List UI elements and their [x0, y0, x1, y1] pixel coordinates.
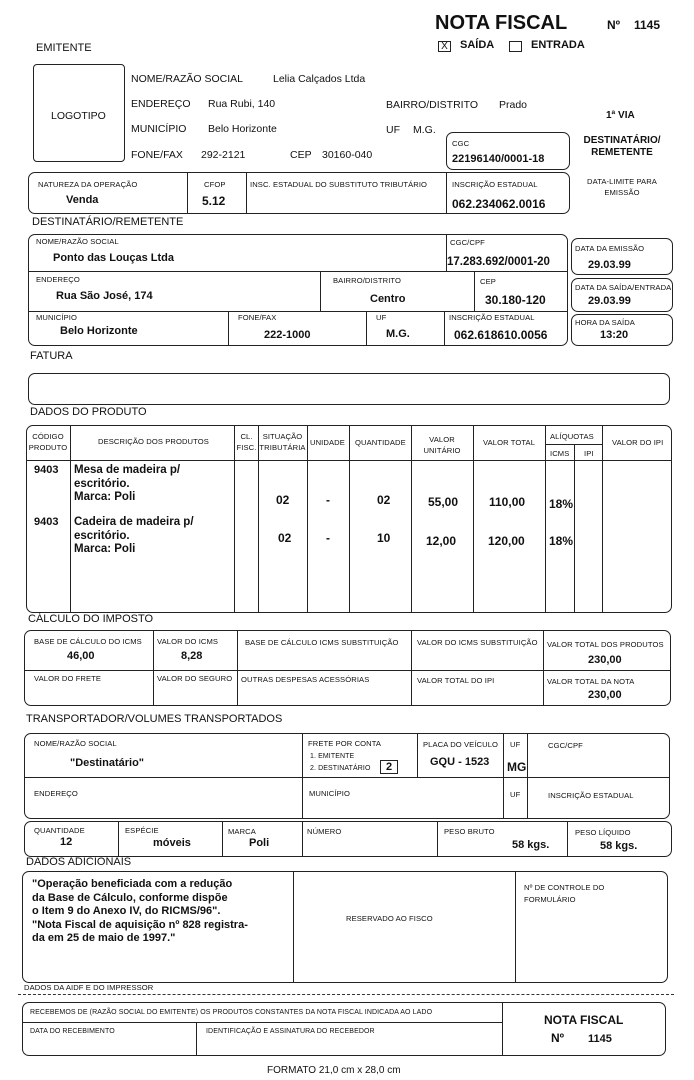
dest-bairro-label: BAIRRO/DISTRITO: [333, 276, 402, 285]
natureza-value: Venda: [66, 194, 99, 206]
transp-endereco-label: ENDEREÇO: [34, 789, 78, 798]
dest-fone-label: FONE/FAX: [238, 313, 277, 322]
valor-icms-value: 8,28: [181, 650, 203, 662]
seguro-label: VALOR DO SEGURO: [157, 674, 233, 683]
emitente-insc: 062.234062.0016: [452, 197, 546, 211]
cfop-value: 5.12: [202, 194, 226, 208]
item-quantidade: 02: [377, 493, 391, 507]
item-quantidade: 10: [377, 531, 391, 545]
item-unidade: -: [326, 493, 330, 507]
h-aliquotas: ALÍQUOTAS: [550, 432, 594, 441]
emitente-bairro-label: BAIRRO/DISTRITO: [386, 99, 478, 111]
hora-value: 13:20: [600, 329, 629, 341]
logo-placeholder: LOGOTIPO: [51, 110, 106, 122]
emitente-municipio-label: MUNICÍPIO: [131, 123, 187, 135]
dest-cgc-label: CGC/CPF: [450, 238, 485, 247]
emitente-uf-label: UF: [386, 124, 400, 136]
dest-uf: M.G.: [386, 328, 410, 340]
adicionais-texto: "Operação beneficiada com a redução da Base de Cálculo, conforme dispõe o Item 9 do Anexo IV, do RICMS/96". "Nota Fiscal de aquisição nº 828 registra- da em 25 de maio de 1997.": [32, 878, 248, 944]
h-cl: CL. FISC.: [236, 432, 257, 452]
saida-checkbox[interactable]: X: [438, 41, 451, 52]
formato-label: FORMATO 21,0 cm x 28,0 cm: [267, 1065, 401, 1076]
item-icms: 18%: [549, 534, 574, 548]
dest-nome-label: NOME/RAZÃO SOCIAL: [36, 237, 119, 246]
dest-insc-label: INSCRIÇÃO ESTADUAL: [449, 313, 535, 322]
frete-label: VALOR DO FRETE: [34, 674, 102, 683]
transp-uf2-label: UF: [510, 790, 521, 799]
cfop-label: CFOP: [204, 180, 226, 189]
dest-bairro: Centro: [370, 293, 406, 305]
outras-label: OUTRAS DESPESAS ACESSÓRIAS: [241, 675, 370, 684]
item-descricao: Mesa de madeira p/ escritório. Marca: Poli: [74, 464, 181, 503]
quant-value: 12: [60, 836, 73, 848]
dest-cep: 30.180-120: [485, 293, 546, 307]
placa-label: PLACA DO VEÍCULO: [423, 740, 499, 749]
item-situacao: 02: [278, 531, 292, 545]
h-codigo: CÓDIGO PRODUTO: [28, 432, 68, 452]
transp-nome-label: NOME/RAZÃO SOCIAL: [34, 739, 117, 748]
saida-label: SAÍDA: [460, 39, 495, 51]
data-recebimento-label: DATA DO RECEBIMENTO: [30, 1028, 115, 1035]
canhoto-title: NOTA FISCAL: [544, 1013, 624, 1027]
h-quantidade: QUANTIDADE: [355, 438, 406, 447]
dest-cgc: 17.283.692/0001-20: [447, 256, 550, 268]
reservado-fisco: RESERVADO AO FISCO: [346, 914, 433, 923]
dest-insc: 062.618610.0056: [454, 328, 548, 342]
total-nota-label: VALOR TOTAL DA NOTA: [547, 677, 635, 686]
especie-value: móveis: [153, 837, 191, 849]
dest-endereco-label: ENDEREÇO: [36, 275, 80, 284]
transp-uf: MG: [507, 760, 527, 774]
h-unidade: UNIDADE: [310, 438, 345, 447]
emitente-uf: M.G.: [413, 124, 436, 136]
item-codigo: 9403: [34, 464, 59, 476]
controle-formulario: Nº DE CONTROLE DO FORMULÁRIO: [524, 883, 605, 904]
destinatario-heading: DESTINATÁRIO/REMETENTE: [32, 216, 184, 228]
emitente-heading: EMITENTE: [36, 42, 92, 54]
adicionais-heading: DADOS ADICIONAIS: [26, 856, 132, 868]
emitente-municipio: Belo Horizonte: [208, 123, 277, 135]
emitente-endereco-label: ENDEREÇO: [131, 98, 191, 110]
item-codigo: 9403: [34, 516, 59, 528]
total-prod-label: VALOR TOTAL DOS PRODUTOS: [547, 640, 664, 649]
aidf-label: DADOS DA AIDF E DO IMPRESSOR: [24, 983, 154, 992]
ident-recebedor-label: IDENTIFICAÇÃO E ASSINATURA DO RECEBEDOR: [206, 1028, 375, 1035]
doc-number-label: Nº: [607, 18, 621, 32]
hora-label: HORA DA SAÍDA: [575, 318, 635, 327]
saida-date-label: DATA DA SAÍDA/ENTRADA: [575, 283, 672, 292]
item-descricao: Cadeira de madeira p/ escritório. Marca: Poli: [74, 516, 194, 555]
dest-municipio-label: MUNICÍPIO: [36, 313, 77, 322]
item-icms: 18%: [549, 497, 574, 511]
marca-label: MARCA: [228, 827, 256, 836]
insc-sub-label: INSC. ESTADUAL DO SUBSTITUTO TRIBUTÁRIO: [250, 180, 428, 189]
canhoto-num-label: Nº: [551, 1031, 565, 1045]
h-valor-ipi: VALOR DO IPI: [612, 438, 664, 447]
doc-number: 1145: [634, 18, 661, 32]
item-total: 110,00: [489, 495, 526, 509]
item-situacao: 02: [276, 493, 290, 507]
emitente-insc-label: INSCRIÇÃO ESTADUAL: [452, 180, 538, 189]
bruto-label: PESO BRUTO: [444, 827, 495, 836]
fatura-box: [28, 373, 670, 405]
h-unitario: VALOR UNITÁRIO: [423, 435, 461, 455]
valor-sub-label: VALOR DO ICMS SUBSTITUIÇÃO: [417, 638, 538, 647]
emitente-fone: 292-2121: [201, 149, 246, 161]
h-total: VALOR TOTAL: [483, 438, 536, 447]
emitente-nome: Lelia Calçados Ltda: [273, 73, 366, 85]
dashed-separator: [18, 994, 674, 995]
entrada-label: ENTRADA: [531, 39, 585, 51]
saida-date-value: 29.03.99: [588, 295, 631, 307]
item-total: 120,00: [488, 534, 525, 548]
dest-endereco: Rua São José, 174: [56, 290, 153, 302]
numero-label: NÚMERO: [307, 827, 342, 836]
quant-label: QUANTIDADE: [34, 826, 85, 835]
item-unidade: -: [326, 531, 330, 545]
total-nota-value: 230,00: [588, 689, 622, 701]
item-unitario: 12,00: [426, 534, 457, 548]
valor-icms-label: VALOR DO ICMS: [157, 637, 219, 646]
fatura-heading: FATURA: [30, 350, 73, 362]
dest-rem-label: DESTINATÁRIO/ REMETENTE: [583, 135, 661, 158]
emissao-label: DATA DA EMISSÃO: [575, 244, 645, 253]
dest-municipio: Belo Horizonte: [60, 325, 138, 337]
marca-value: Poli: [249, 837, 270, 849]
placa-value: GQU - 1523: [430, 756, 490, 768]
emitente-cgc-label: CGC: [452, 139, 470, 148]
produtos-heading: DADOS DO PRODUTO: [30, 406, 147, 418]
liquido-label: PESO LÍQUIDO: [575, 828, 631, 837]
dest-fone: 222-1000: [264, 329, 311, 341]
emitente-cep: 30160-040: [322, 149, 373, 161]
h-situacao: SITUAÇÃO TRIBUTÁRIA: [259, 432, 306, 452]
base-icms-value: 46,00: [67, 650, 95, 662]
ipi-total-label: VALOR TOTAL DO IPI: [417, 676, 495, 685]
emitente-cgc: 22196140/0001-18: [452, 153, 545, 165]
frete-opt1: 1. EMITENTE: [310, 753, 355, 760]
doc-title: NOTA FISCAL: [435, 12, 568, 34]
dest-nome: Ponto das Louças Ltda: [53, 252, 175, 264]
volumes-box: [24, 821, 672, 857]
entrada-checkbox[interactable]: [509, 41, 522, 52]
data-limite-label: DATA-LIMITE PARA EMISSÃO: [587, 177, 657, 197]
emitente-endereco: Rua Rubi, 140: [208, 98, 276, 110]
frete-value-box[interactable]: 2: [380, 760, 398, 774]
item-unitario: 55,00: [428, 495, 459, 509]
dest-cep-label: CEP: [480, 277, 496, 286]
dest-uf-label: UF: [376, 313, 387, 322]
natureza-label: NATUREZA DA OPERAÇÃO: [38, 180, 138, 189]
imposto-heading: CÁLCULO DO IMPOSTO: [28, 613, 154, 625]
base-sub-label: BASE DE CÁLCULO ICMS SUBSTITUIÇÃO: [245, 638, 399, 647]
emissao-value: 29.03.99: [588, 259, 631, 271]
emitente-fone-label: FONE/FAX: [131, 149, 183, 161]
via-label: 1ª VIA: [606, 110, 635, 121]
especie-label: ESPÉCIE: [125, 826, 159, 835]
base-icms-label: BASE DE CÁLCULO DO ICMS: [34, 637, 142, 646]
total-prod-value: 230,00: [588, 654, 622, 666]
liquido-value: 58 kgs.: [600, 840, 638, 852]
emitente-nome-label: NOME/RAZÃO SOCIAL: [131, 73, 244, 85]
transp-cgc-label: CGC/CPF: [548, 741, 583, 750]
h-icms: ICMS: [550, 449, 570, 458]
emitente-cep-label: CEP: [290, 149, 312, 161]
bruto-value: 58 kgs.: [512, 839, 550, 851]
recebemos-text: RECEBEMOS DE (RAZÃO SOCIAL DO EMITENTE) OS PRODUTOS CONSTANTES DA NOTA FISCAL INDICADA AO LADO: [30, 1009, 433, 1016]
transportador-heading: TRANSPORTADOR/VOLUMES TRANSPORTADOS: [26, 713, 283, 725]
h-ipi: IPI: [584, 449, 594, 458]
transp-municipio-label: MUNICÍPIO: [309, 789, 350, 798]
transp-insc-label: INSCRIÇÃO ESTADUAL: [548, 791, 634, 800]
emitente-bairro: Prado: [499, 99, 528, 111]
frete-conta-label: FRETE POR CONTA: [308, 739, 382, 748]
transp-uf-label: UF: [510, 740, 521, 749]
frete-opt2: 2. DESTINATÁRIO: [310, 765, 371, 772]
canhoto-num: 1145: [588, 1033, 612, 1045]
transp-nome: "Destinatário": [70, 757, 145, 769]
h-descricao: DESCRIÇÃO DOS PRODUTOS: [98, 437, 209, 446]
